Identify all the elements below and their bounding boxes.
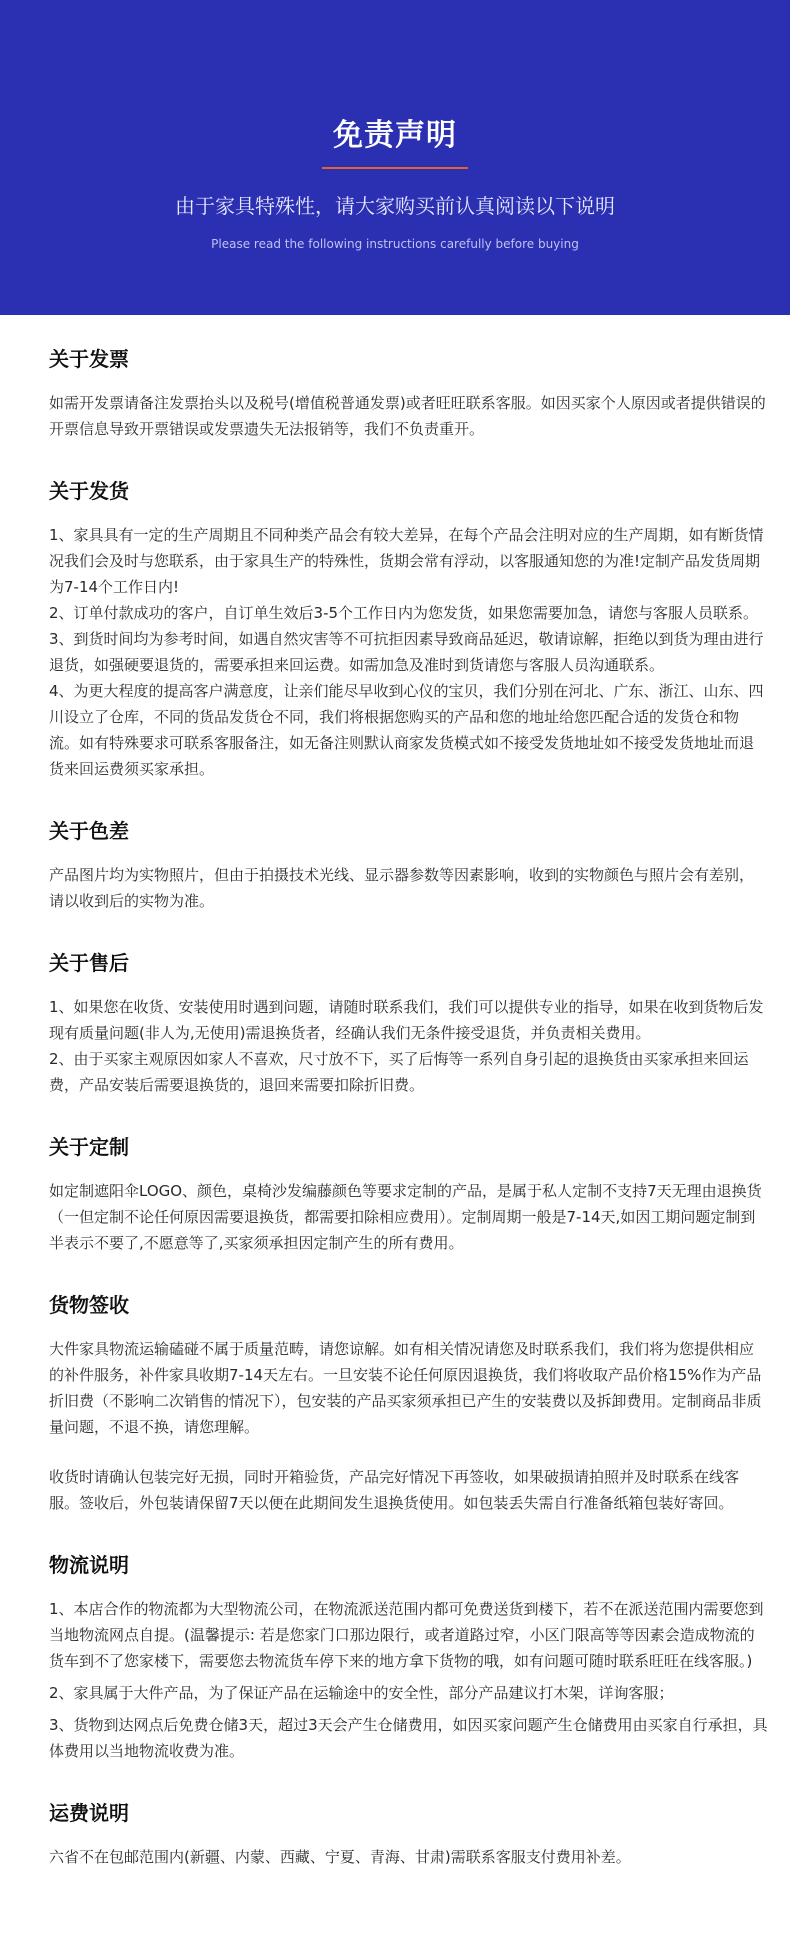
title-divider (322, 167, 468, 169)
section-paragraph: 如定制遮阳伞LOGO、颜色，桌椅沙发编藤颜色等要求定制的产品，是属于私人定制不支持7天无理由退换货（一但定制不论任何原因需要退换货，都需要扣除相应费用）。定制周期一般是7-14天,如因工期问题定制到半表示不要了,不愿意等了,买家须承担因定制产生的所有费用。 (49, 1182, 762, 1252)
header-banner (0, 0, 790, 315)
section-title: 关于发票 (49, 347, 129, 371)
section-paragraph: 3、到货时间均为参考时间，如遇自然灾害等不可抗拒因素导致商品延迟，敬请谅解，拒绝以到货为理由进行退货，如强硬要退货的，需要承担来回运费。如需加急及准时到货请您与客服人员沟通联系。 (49, 630, 764, 674)
section-paragraph: 3、货物到达网点后免费仓储3天，超过3天会产生仓储费用，如因买家问题产生仓储费用由买家自行承担，具体费用以当地物流收费为准。 (49, 1716, 768, 1760)
section-title: 关于色差 (49, 819, 129, 843)
section-paragraph: 2、家具属于大件产品，为了保证产品在运输途中的安全性，部分产品建议打木架，详询客服； (49, 1684, 674, 1702)
content-area (0, 315, 790, 1870)
section-customization (49, 1132, 768, 1256)
header-subtitle-en: Please read the following instructions carefully before buying (211, 237, 579, 251)
section-paragraph: 如需开发票请备注发票抬头以及税号(增值税普通发票)或者旺旺联系客服。如因买家个人原因或者提供错误的开票信息导致开票错误或发票遗失无法报销等，我们不负责重开。 (49, 394, 766, 438)
section-receipt (49, 1290, 768, 1516)
section-paragraph: 产品图片均为实物照片，但由于拍摄技术光线、显示器参数等因素影响，收到的实物颜色与照片会有差别，请以收到后的实物为准。 (49, 866, 755, 910)
section-paragraph: 大件家具物流运输磕碰不属于质量范畴，请您谅解。如有相关情况请您及时联系我们，我们将为您提供相应的补件服务，补件家具收期7-14天左右。一旦安装不论任何原因退换货，我们将收取产品价格15%作为产品折旧费（不影响二次销售的情况下），包安装的产品买家须承担已产生的安装费以及拆卸费用。定制商品非质量问题，不退不换，请您理解。 (49, 1340, 762, 1436)
section-logistics (49, 1550, 768, 1764)
section-paragraph: 1、本店合作的物流都为大型物流公司，在物流派送范围内都可免费送货到楼下，若不在派送范围内需要您到当地物流网点自提。(温馨提示: 若是您家门口那边限行，或者道路过窄，小区门限高等等因素会造成物流的货车到不了您家楼下，需要您去物流货车停下来的地方拿下货物的哦，如有问题可随时联系旺旺在线客服。) (49, 1600, 764, 1670)
section-paragraph: 2、由于买家主观原因如家人不喜欢，尺寸放不下，买了后悔等一系列自身引起的退换货由买家承担来回运费，产品安装后需要退换货的，退回来需要扣除折旧费。 (49, 1050, 749, 1094)
section-shipping (49, 476, 768, 782)
section-paragraph: 收货时请确认包装完好无损，同时开箱验货，产品完好情况下再签收，如果破损请拍照并及时联系在线客服。签收后，外包装请保留7天以便在此期间发生退换货使用。如包装丢失需自行准备纸箱包装好寄回。 (49, 1468, 740, 1512)
section-invoice (49, 344, 768, 442)
section-after-sales (49, 948, 768, 1098)
header-subtitle: 由于家具特殊性，请大家购买前认真阅读以下说明 (175, 194, 615, 218)
page-title: 免责声明 (333, 118, 457, 153)
section-paragraph: 1、家具具有一定的生产周期且不同种类产品会有较大差异，在每个产品会注明对应的生产周期，如有断货情况我们会及时与您联系，由于家具生产的特殊性，货期会常有浮动，以客服通知您的为准!定制产品发货周期为7-14个工作日内! (49, 526, 764, 596)
section-title: 关于定制 (49, 1135, 129, 1159)
section-title: 物流说明 (49, 1553, 129, 1577)
section-freight (49, 1798, 768, 1870)
section-paragraph: 4、为更大程度的提高客户满意度，让亲们能尽早收到心仪的宝贝，我们分别在河北、广东、浙江、山东、四川设立了仓库，不同的货品发货仓不同，我们将根据您购买的产品和您的地址给您匹配合适的发货仓和物流。如有特殊要求可联系客服备注，如无备注则默认商家发货模式如不接受发货地址如不接受发货地址而退货来回运费须买家承担。 (49, 682, 764, 778)
section-paragraph: 1、如果您在收货、安装使用时遇到问题，请随时联系我们，我们可以提供专业的指导，如果在收到货物后发现有质量问题(非人为,无使用)需退换货者，经确认我们无条件接受退货，并负责相关费用。 (49, 998, 764, 1042)
section-paragraph: 2、订单付款成功的客户，自订单生效后3-5个工作日内为您发货，如果您需要加急，请您与客服人员联系。 (49, 604, 759, 622)
section-title: 运费说明 (49, 1801, 129, 1825)
section-title: 关于发货 (49, 479, 129, 503)
section-color-difference (49, 816, 768, 914)
section-title: 关于售后 (49, 951, 129, 975)
section-paragraph: 六省不在包邮范围内(新疆、内蒙、西藏、宁夏、青海、甘肃)需联系客服支付费用补差。 (49, 1848, 631, 1866)
section-title: 货物签收 (49, 1293, 129, 1317)
